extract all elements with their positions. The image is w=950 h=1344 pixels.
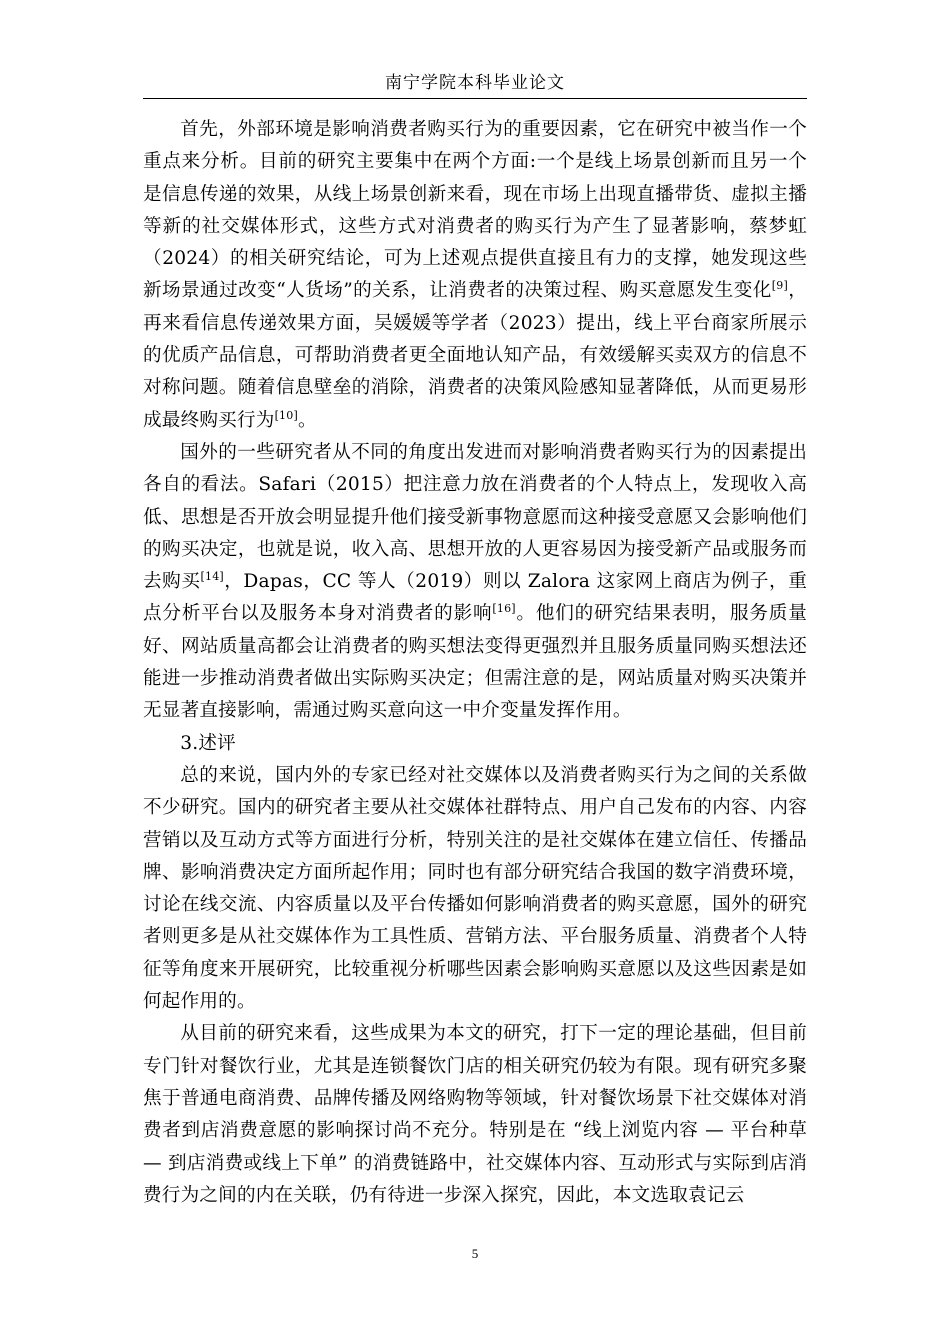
citation: [16] — [492, 602, 516, 616]
paragraph-text: 首先，外部环境是影响消费者购买行为的重要因素，它在研究中被当作一个重点来分析。目前的研究主要集中在两个方面:一个是线上场景创新而且另一个是信息传递的效果，从线上场景创新来看，现在市场上出现直播带货、虚拟主播等新的社交媒体形式，这些方式对消费者的购买行为产生了显著影响，蔡梦虹（2024）的相关研究结论，可为上述观点提供直接且有力的支撑，她发现这些新场景通过改变“人货场”的关系，让消费者的决策过程、购买意愿发生变化 — [143, 119, 807, 302]
paragraph-text: 。 — [297, 409, 317, 431]
paragraph-research-gap: 从目前的研究来看，这些成果为本文的研究，打下一定的理论基础，但目前专门针对餐饮行业，尤其是连锁餐饮门店的相关研究仍较为有限。现有研究多聚焦于普通电商消费、品牌传播及网络购物等领域，针对餐饮场景下社交媒体对消费者到店消费意愿的影响探讨尚不充分。特别是在 “线上浏览内容 — 平台种草 — 到店消费或线上下单” 的消费链路中，社交媒体内容、互动形式与实际到店消费行为之间的内在关联，仍有待进一步深入探究，因此，本文选取袁记云 — [143, 1023, 807, 1206]
paragraph-text: 国外的一些研究者从不同的角度出发进而对影响消费者购买行为的因素提出各自的看法。Safari（2015）把注意力放在消费者的个人特点上，发现收入高低、思想是否开放会明显提升他们接受新事物意愿而这种接受意愿又会影响他们的购买决定，也就是说，收入高、思想开放的人更容易因为接受新产品或服务而去购买 — [143, 441, 807, 593]
paragraph-foreign-research — [143, 437, 807, 728]
citation: [9] — [771, 279, 788, 293]
paragraph-text: 。他们的研究结果表明，服务质量好、网站质量高都会让消费者的购买想法变得更强烈并且服务质量同购买想法还能进一步推动消费者做出实际购买决定；但需注意的是，网站质量对购买决策并无显著直接影响，需通过购买意向这一中介变量发挥作用。 — [143, 603, 807, 722]
document-body — [143, 114, 807, 1212]
paragraph-external-environment — [143, 114, 807, 437]
paragraph-summary: 总的来说，国内外的专家已经对社交媒体以及消费者购买行为之间的关系做不少研究。国内的研究者主要从社交媒体社群特点、用户自己发布的内容、内容营销以及互动方式等方面进行分析，特别关注的是社交媒体在建立信任、传播品牌、影响消费决定方面所起作用；同时也有部分研究结合我国的数字消费环境，讨论在线交流、内容质量以及平台传播如何影响消费者的购买意愿，国外的研究者则更多是从社交媒体作为工具性质、营销方法、平台服务质量、消费者个人特征等角度来开展研究，比较重视分析哪些因素会影响购买意愿以及这些因素是如何起作用的。 — [143, 764, 807, 1013]
paragraph-text: ，Dapas，CC 等人（2019）则以 Zalora 这家网上商店为例子，重点分析平台以及服务本身对消费者的影响 — [143, 571, 807, 625]
citation: [10] — [274, 408, 298, 422]
page-header — [143, 62, 807, 99]
header-title: 南宁学院本科毕业论文 — [385, 73, 565, 93]
citation: [14] — [200, 569, 224, 583]
paragraph-text: ，再来看信息传递效果方面，吴媛媛等学者（2023）提出，线上平台商家所展示的优质产品信息，可帮助消费者更全面地认知产品，有效缓解买卖双方的信息不对称问题。随着信息壁垒的消除，消费者的决策风险感知显著降低，从而更易形成最终购买行为 — [143, 280, 807, 431]
section-heading-review: 3.述评 — [180, 732, 236, 754]
page-number: 5 — [471, 1246, 479, 1261]
